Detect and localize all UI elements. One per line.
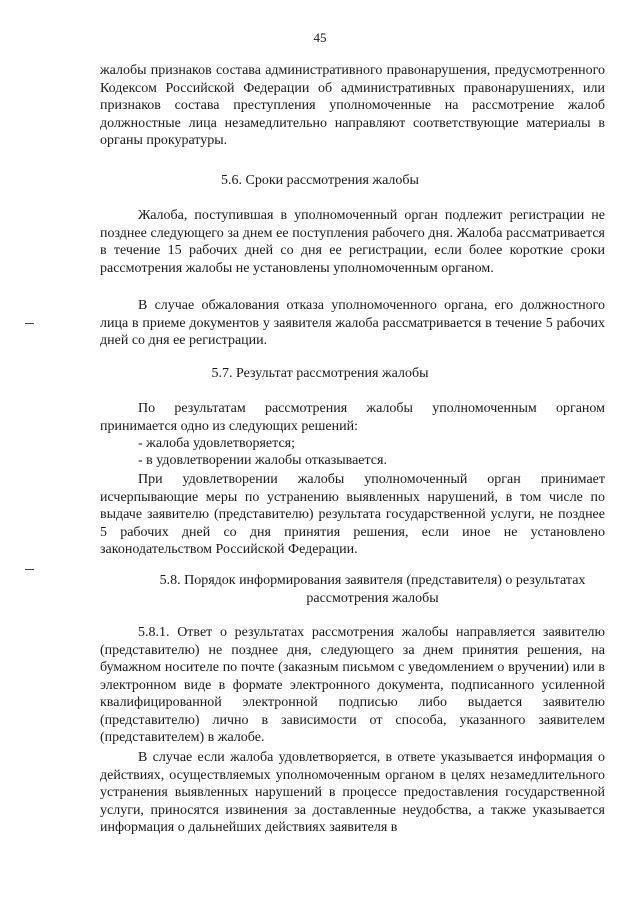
section-5-7-intro: По результатам рассмотрения жалобы уполномоченным органом принимается одно из следующих решений: bbox=[100, 401, 605, 434]
margin-mark bbox=[25, 323, 34, 324]
section-5-6-paragraph-1: Жалоба, поступившая в уполномоченный орган подлежит регистрации не позднее следующего за днем ее поступления рабочего дня. Жалоба рассматривается в течение 15 рабочих дней со дня ее регистрации, если более короткие сроки рассмотрения жалобы не установлены уполномоченным органом. bbox=[100, 208, 605, 276]
section-5-8-heading-line-1: 5.8. Порядок информирования заявителя (представителя) о результатах bbox=[159, 573, 586, 588]
intro-paragraph: жалобы признаков состава административного правонарушения, предусмотренного Кодексом Российской Федерации об административных правонарушениях, или признаков состава преступления уполномоченные на рассмотрение жалоб должностные лица незамедлительно направляют соответствующие материалы в органы прокуратуры. bbox=[100, 63, 605, 148]
section-5-6-paragraph-2: В случае обжалования отказа уполномоченного органа, его должностного лица в приеме документов у заявителя жалоба рассматривается в течение 5 рабочих дней со дня ее регистрации. bbox=[100, 298, 605, 348]
page-number: 45 bbox=[313, 30, 327, 45]
decision-option: - в удовлетворении жалобы отказывается. bbox=[138, 453, 387, 468]
margin-mark bbox=[25, 569, 34, 570]
section-5-7-paragraph: При удовлетворении жалобы уполномоченный орган принимает исчерпывающие меры по устранению выявленных нарушений, в том числе по выдаче заявителю (представителю) результата государственной услуги, не позднее 5 рабочих дней со дня принятия решения, если иное не установлено законодательством Российской Федерации. bbox=[100, 472, 605, 557]
section-5-8-paragraph-1: 5.8.1. Ответ о результатах рассмотрения жалобы направляется заявителю (представителю) не позднее дня, следующего за днем принятия решения, на бумажном носителе по почте (заказным письмом с уведомлением о вручении) или в электронном виде в формате электронного документа, подписанного усиленной квалифицированной электронной подписью либо выдается заявителю (представителю) лично в зависимости от способа, указанного заявителем (представителем) в жалобе. bbox=[100, 625, 605, 745]
decision-option: - жалоба удовлетворяется; bbox=[138, 436, 295, 451]
section-5-8-heading-line-2: рассмотрения жалобы bbox=[306, 591, 439, 606]
section-5-8-paragraph-2: В случае если жалоба удовлетворяется, в ответе указывается информация о действиях, осуществляемых уполномоченным органом в целях незамедлительного устранения выявленных нарушений в процессе предоставления государственной услуги, приносятся извинения за доставленные неудобства, а также указывается информация о дальнейших действиях заявителя в bbox=[100, 750, 605, 835]
section-5-7-heading: 5.7. Результат рассмотрения жалобы bbox=[211, 366, 429, 381]
section-5-6-heading: 5.6. Сроки рассмотрения жалобы bbox=[221, 173, 419, 188]
